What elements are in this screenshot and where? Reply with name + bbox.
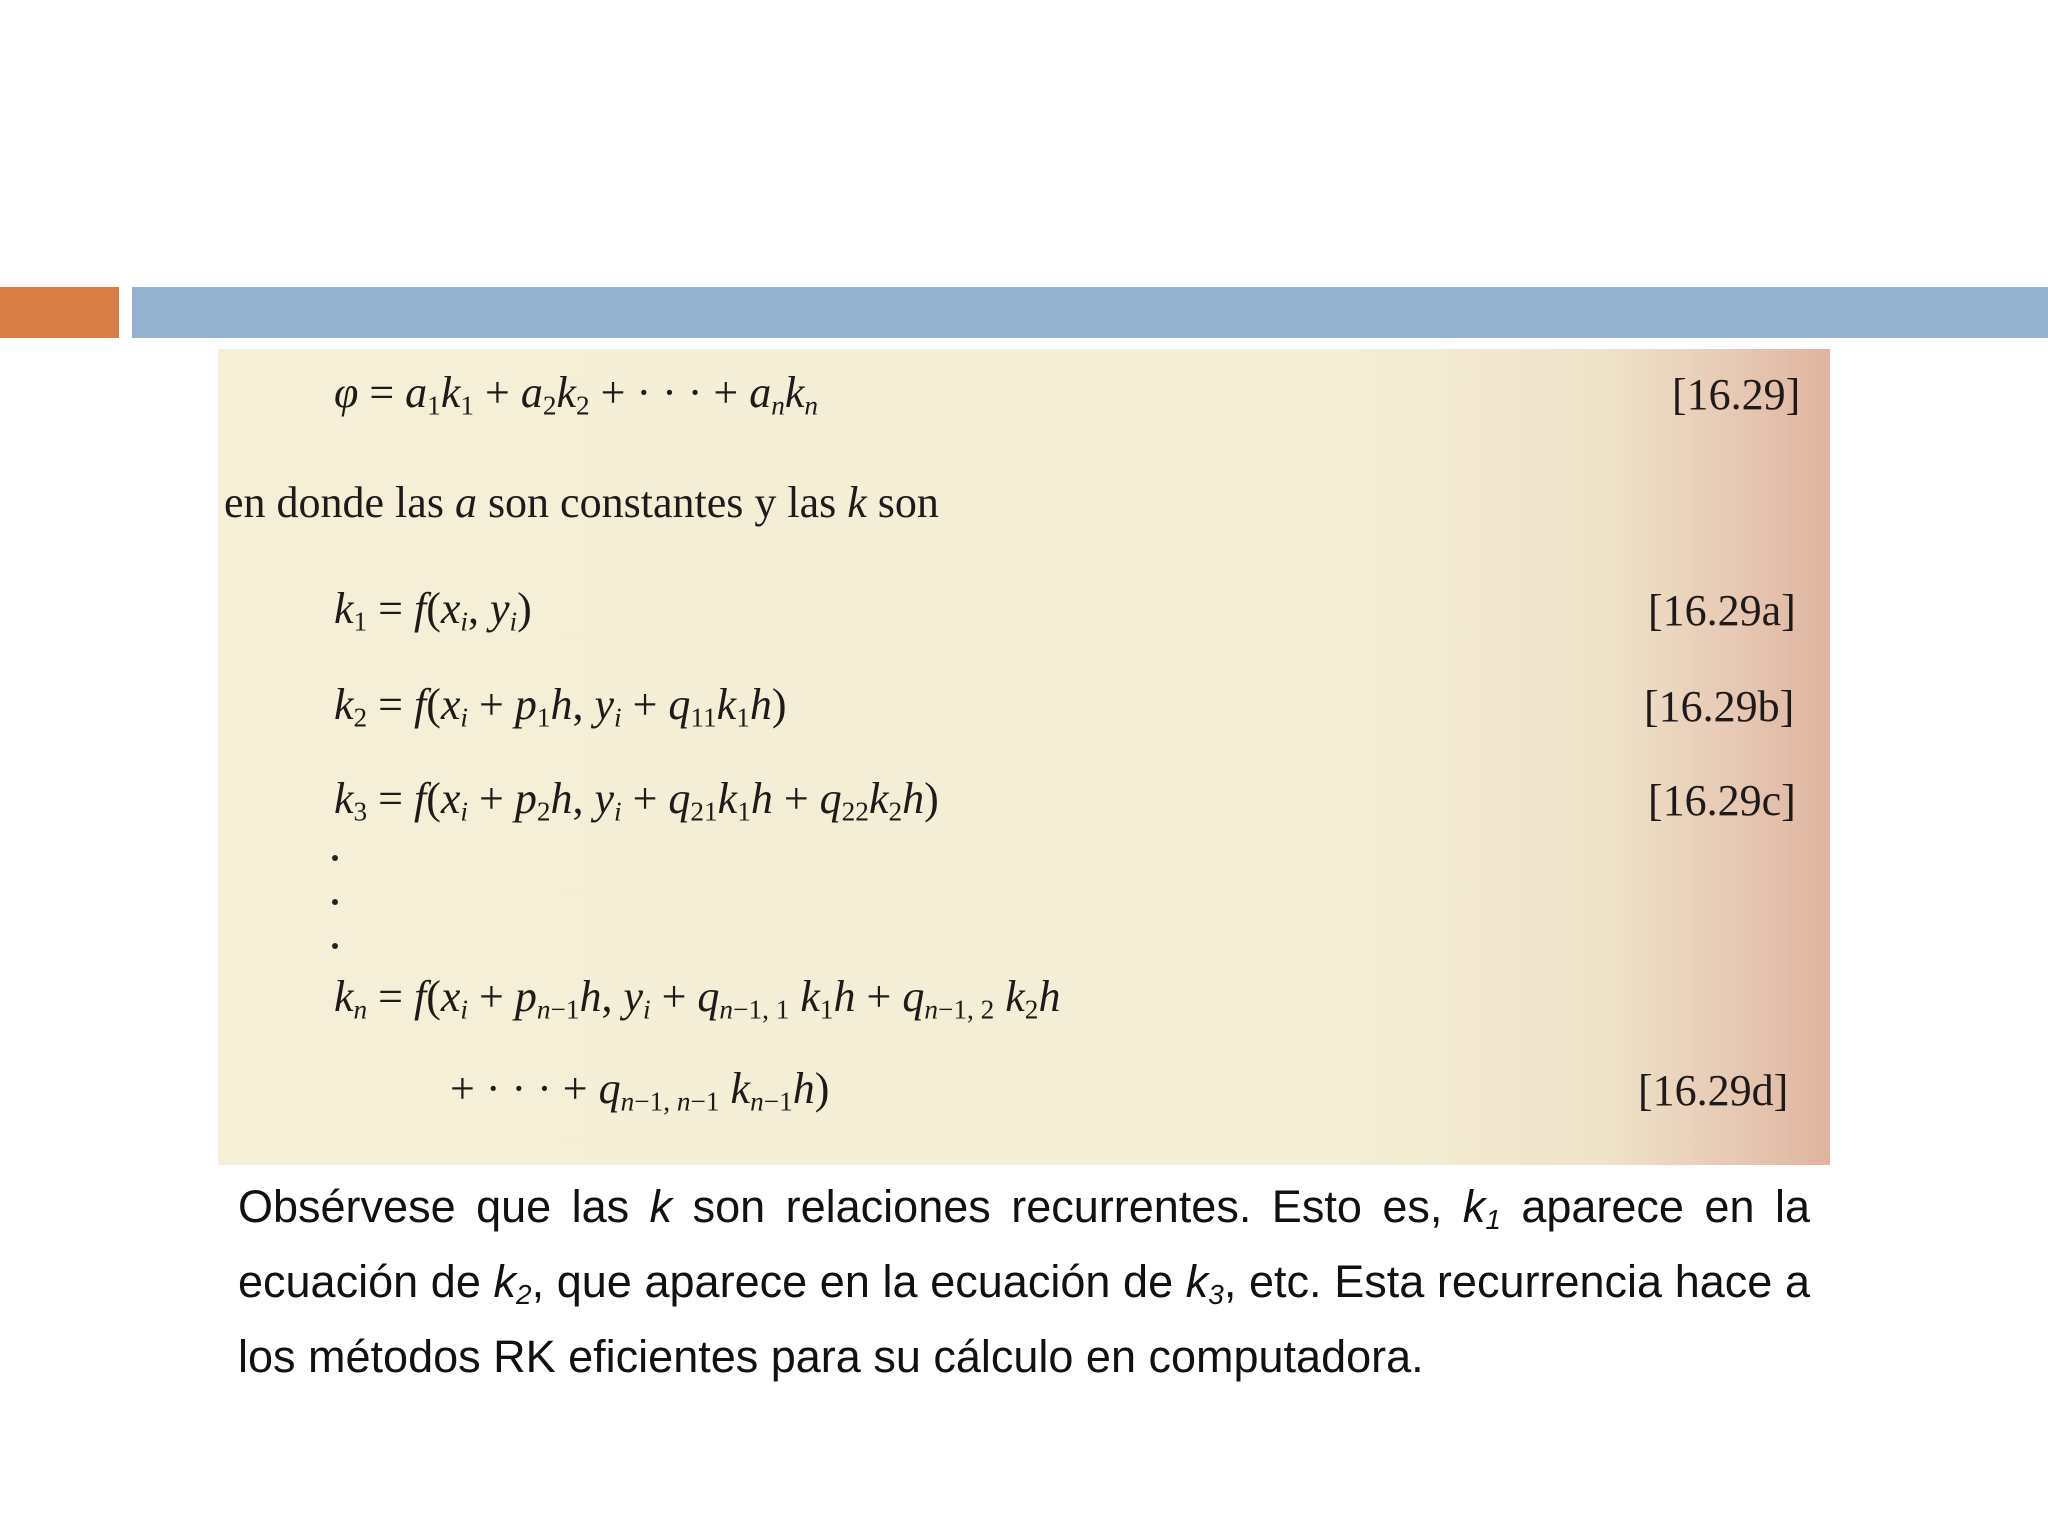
equation-tag-16-29a: [16.29a] [1648, 586, 1796, 635]
equation-phi: $\varphi = a_1k_1 + a_2k_2$ + · · · + $a_nk_n$ [334, 368, 819, 421]
equation-tag-16-29c: [16.29c] [1648, 776, 1796, 825]
equation-tag-16-29d: [16.29d] [1638, 1066, 1789, 1115]
equation-k1: $k_1 = f(x_i$, $y_i$) [334, 584, 532, 637]
explanation-paragraph: Obsérvese que las k son relaciones recurrentes. Esto es, $k_1$ aparece en la ecuación de $k_2$, que aparece en la ecuación de $k_3$, etc. Esta recurrencia hace a los métodos RK eficientes para su cálculo en computadora. [238, 1181, 1810, 1382]
equation-kn-line2: + · · · + $q_{n-1, n-1}$ $k_{n-1}h$) [450, 1064, 830, 1117]
equation-tag-16-29: [16.29] [1672, 370, 1801, 419]
equation-kn-line1: $k_n = f(x_i + p_{n-1}h$, $y_i + q_{n-1, 1}$ $k_1h + q_{n-1, 2}$ $k_2h$ [334, 972, 1061, 1025]
accent-bar [0, 287, 119, 338]
equation-intro-text: en donde las a son constantes y las k son [224, 478, 939, 527]
equation-k3: $k_3 = f(x_i + p_2h$, $y_i + q_{21}k_1h + q_{22}k_2h$) [334, 774, 939, 827]
header-bar [132, 287, 2048, 338]
equation-image [218, 349, 1830, 1165]
equation-tag-16-29b: [16.29b] [1644, 682, 1795, 731]
equation-k2: $k_2 = f(x_i + p_1h$, $y_i + q_{11}k_1h$) [334, 680, 787, 733]
vertical-ellipsis [332, 855, 340, 965]
